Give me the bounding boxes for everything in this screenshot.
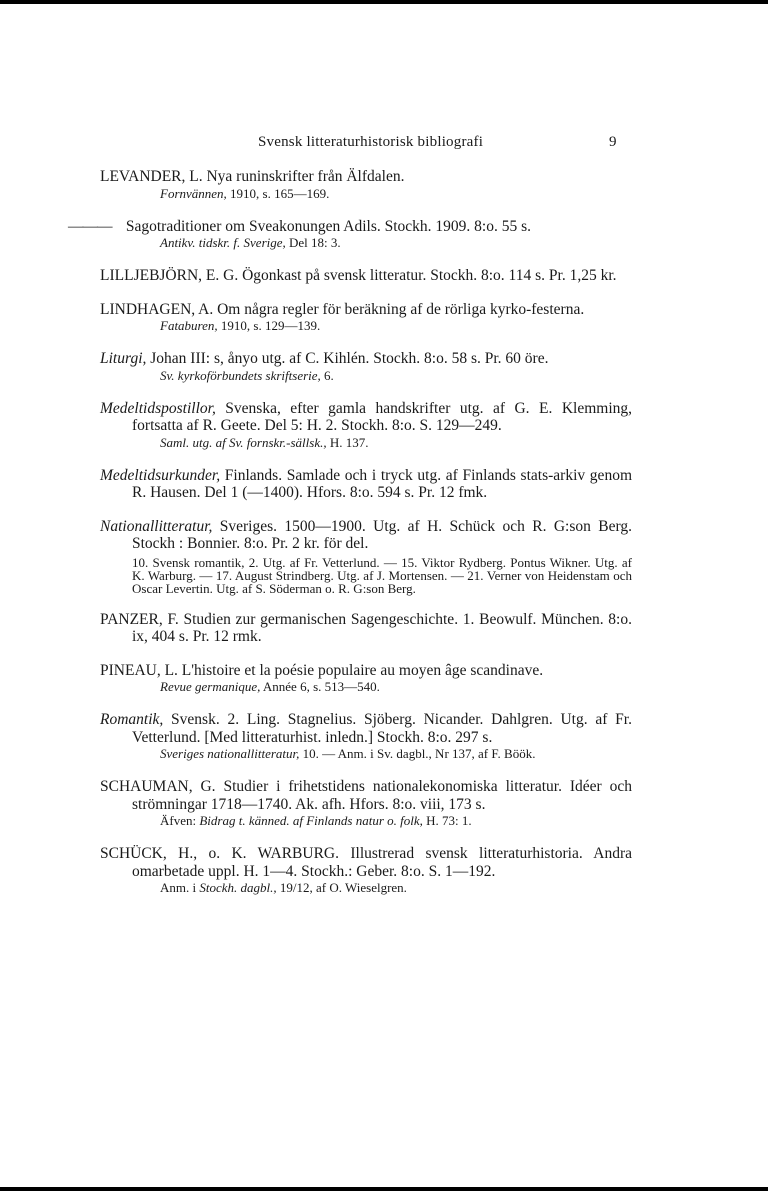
entry-panzer <box>100 611 632 646</box>
ref-title: Revue germanique, <box>160 679 261 694</box>
entry-reference <box>100 318 632 334</box>
ref-prefix: Äfven: <box>160 813 200 828</box>
entry-reference <box>100 813 632 829</box>
ref-title: Fataburen, <box>160 318 218 333</box>
bottom-border <box>0 1187 768 1191</box>
entry-title: Liturgi, <box>100 350 147 367</box>
entry-main: LILLJEBJÖRN, E. G. Ögonkast på svensk litteratur. Stockh. 8:o. 114 s. Pr. 1,25 kr. <box>100 267 617 284</box>
entry-title: Romantik, <box>100 711 164 728</box>
ref-detail: H. 137. <box>326 434 369 450</box>
entry-reference <box>100 235 632 251</box>
entry-medeltidspostillor <box>100 400 632 451</box>
entry-main <box>100 467 632 502</box>
ref-title: Saml. utg. af Sv. fornskr.-sällsk., <box>160 434 327 450</box>
entry-main-text: Sveriges. 1500—1900. Utg. af H. Schück och R. G:son Berg. Stockh : Bonnier. 8:o. Pr. 2 kr. för del. <box>132 517 632 552</box>
ref-detail: 1910, s. 129—139. <box>217 318 321 333</box>
entry-lindhagen <box>100 301 632 335</box>
ref-title: Fornvännen, <box>160 185 227 201</box>
entry-reference <box>100 368 632 384</box>
entry-main: SCHÜCK, H., o. K. WARBURG. Illustrerad svensk litteraturhistoria. Andra omarbetade uppl. H. 1—4. Stockh.: Geber. 8:o. S. 1—192. <box>100 845 632 880</box>
ref-title: Sv. kyrkoförbundets skriftserie, <box>160 367 321 383</box>
ref-title: Sveriges nationallitteratur, <box>160 746 300 761</box>
ref-detail: 6. <box>320 367 334 383</box>
ref-title: Antikv. tidskr. f. Sverige, <box>160 235 286 250</box>
entry-reference <box>100 746 632 762</box>
entry-title: Medeltidspostillor, <box>100 399 216 417</box>
entry-main: SCHAUMAN, G. Studier i frihetstidens nationalekonomiska litteratur. Idéer och strömningar 1718—1740. Ak. afh. Hfors. 8:o. viii, 173 s. <box>100 778 632 813</box>
running-header: Svensk litteraturhistorisk bibliografi <box>258 134 484 150</box>
entry-liturgi <box>100 350 632 384</box>
entry-lilljebjorn <box>100 267 632 285</box>
entry-main-text: Svenska, efter gamla handskrifter utg. af G. E. Klemming, fortsatta af R. Geete. Del 5: H. 2. Stockh. 8:o. S. 129—249. <box>132 399 632 434</box>
entry-reference <box>100 679 632 695</box>
ref-prefix: Anm. i <box>160 880 200 895</box>
entry-main <box>100 350 632 368</box>
entry-main: LINDHAGEN, A. Om några regler för beräkning af de rörliga kyrko-festerna. <box>100 300 585 318</box>
page-number: 9 <box>609 134 617 150</box>
entry-medeltidsurkunder <box>100 467 632 502</box>
entry-main <box>100 400 632 435</box>
entry-levander-runinskrifter <box>100 168 632 202</box>
entry-schuck-warburg <box>100 845 632 896</box>
ref-detail: 19/12, af O. Wieselgren. <box>276 880 407 895</box>
ref-detail: 1910, s. 165—169. <box>226 185 330 201</box>
entry-nationallitteratur <box>100 518 632 595</box>
ref-title: Bidrag t. känned. af Finlands natur o. folk, <box>199 813 423 828</box>
entry-reference <box>100 435 632 451</box>
ref-detail: 10. — Anm. i Sv. dagbl., Nr 137, af F. Böök. <box>299 746 536 761</box>
entry-reference <box>100 880 632 896</box>
entry-main: LEVANDER, L. Nya runinskrifter från Älfdalen. <box>100 168 405 185</box>
entry-main-text: Finlands. Samlade och i tryck utg. af Finlands stats-arkiv genom R. Hausen. Del 1 (—1400). Hfors. 8:o. 594 s. Pr. 12 fmk. <box>132 466 632 501</box>
entry-main-text: Svensk. 2. Ling. Stagnelius. Sjöberg. Nicander. Dahlgren. Utg. af Fr. Vetterlund. [Med litteraturhist. inledn.] Stockh. 8:o. 297 s. <box>132 711 632 746</box>
ref-detail: Année 6, s. 513—540. <box>260 679 380 694</box>
bibliography-entries <box>68 168 632 912</box>
entry-main <box>68 217 632 236</box>
entry-romantik <box>100 711 632 762</box>
entry-main: PINEAU, L. L'histoire et la poésie populaire au moyen âge scandinave. <box>100 661 544 679</box>
entry-main-text: Johan III: s, ånyo utg. af C. Kihlén. Stockh. 8:o. 58 s. Pr. 60 öre. <box>146 350 549 367</box>
entry-contents-note: 10. Svensk romantik, 2. Utg. af Fr. Vetterlund. — 15. Viktor Rydberg. Pontus Wikner. Utg. af K. Warburg. — 17. August Strindberg. Utg. af J. Mortensen. — 21. Verner von Heidenstam och Oscar Levertin. Utg. af S. Söderman o. R. G:son Berg. <box>132 554 632 596</box>
ref-detail: Del 18: 3. <box>285 235 341 250</box>
entry-title: Nationallitteratur, <box>100 517 213 535</box>
top-border <box>0 0 768 4</box>
entry-main <box>100 711 632 746</box>
entry-main-text: Sagotraditioner om Sveakonungen Adils. Stockh. 1909. 8:o. 55 s. <box>125 217 532 235</box>
ref-detail: H. 73: 1. <box>422 813 472 828</box>
entry-reference <box>100 186 632 202</box>
entry-pineau <box>100 662 632 696</box>
entry-main: PANZER, F. Studien zur germanischen Sagengeschichte. 1. Beowulf. München. 8:o. ix, 404 s. Pr. 12 rmk. <box>100 610 632 645</box>
ref-title: Stockh. dagbl., <box>199 880 277 895</box>
entry-title: Medeltidsurkunder, <box>100 466 221 484</box>
ditto-dash: ——— <box>68 217 112 235</box>
entry-levander-sagotraditioner <box>68 217 632 252</box>
entry-main <box>100 518 632 553</box>
entry-schauman <box>100 778 632 829</box>
